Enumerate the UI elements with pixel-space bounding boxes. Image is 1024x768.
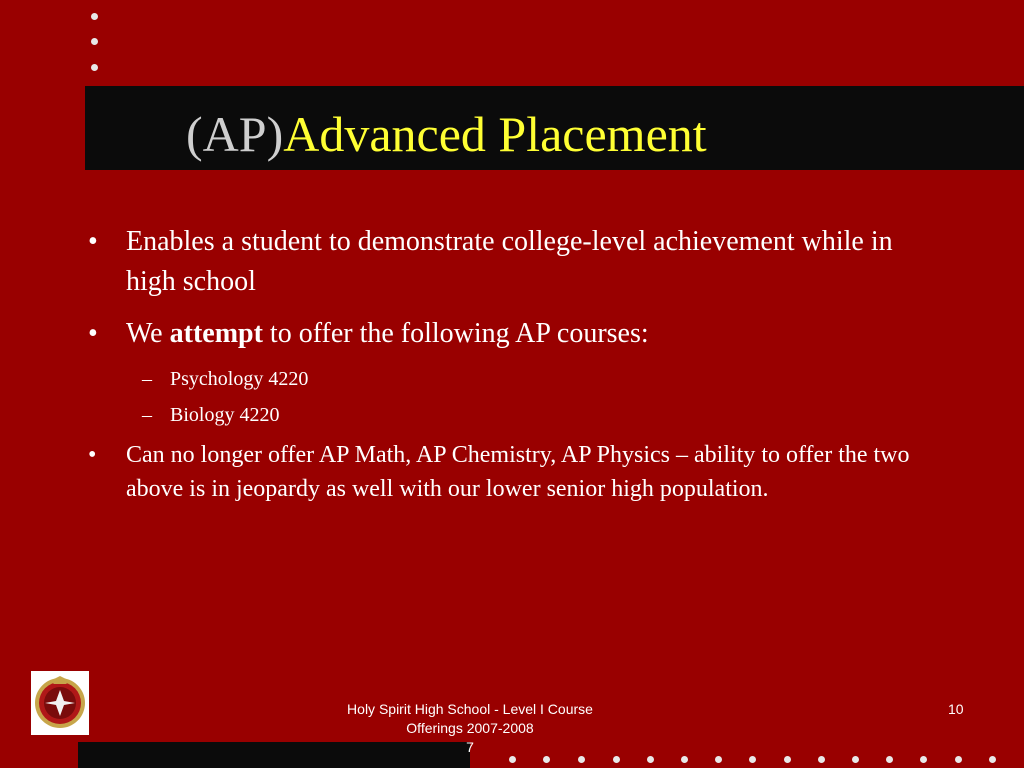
page-number: 10 [948,701,964,717]
title-prefix: (AP) [186,106,284,162]
decor-dot [886,756,893,763]
decor-dot [715,756,722,763]
decor-dot [613,756,620,763]
footer-line-2: Offerings 2007-2008 [406,720,534,736]
decor-dot [818,756,825,763]
decor-dot [920,756,927,763]
decor-dot [647,756,654,763]
school-crest-icon [33,675,87,731]
decor-dot [852,756,859,763]
decor-dot [989,756,996,763]
sub-bullet-biology: – Biology 4220 [86,402,916,428]
slide-footer [300,700,640,757]
slide-title [186,104,707,164]
school-logo [31,671,89,735]
slide-body [86,222,916,506]
footer-line-1: Holy Spirit High School - Level I Course [347,701,593,717]
decor-dot [681,756,688,763]
decor-dot [749,756,756,763]
decor-dot [91,64,98,71]
bullet-enables: • Enables a student to demonstrate college-level achievement while in high school [86,222,916,302]
bullet-attempt-post: to offer the following AP courses: [262,318,649,349]
footer-line-3: 7 [466,739,474,755]
decor-dot [91,38,98,45]
decor-dot [91,13,98,20]
sub-bullet-psychology: – Psychology 4220 [86,366,916,392]
bullet-attempt-bold: attempt [169,318,263,349]
bullet-attempt [86,314,916,354]
bullet-no-longer-offer: • Can no longer offer AP Math, AP Chemistry, AP Physics – ability to offer the two above is in jeopardy as well with our lower senior high population. [86,438,916,506]
decor-dot [509,756,516,763]
decor-dot [784,756,791,763]
decor-dot [955,756,962,763]
title-main: Advanced Placement [283,106,707,162]
decor-dot [543,756,550,763]
decor-dot [578,756,585,763]
bullet-attempt-pre: We [126,318,170,349]
